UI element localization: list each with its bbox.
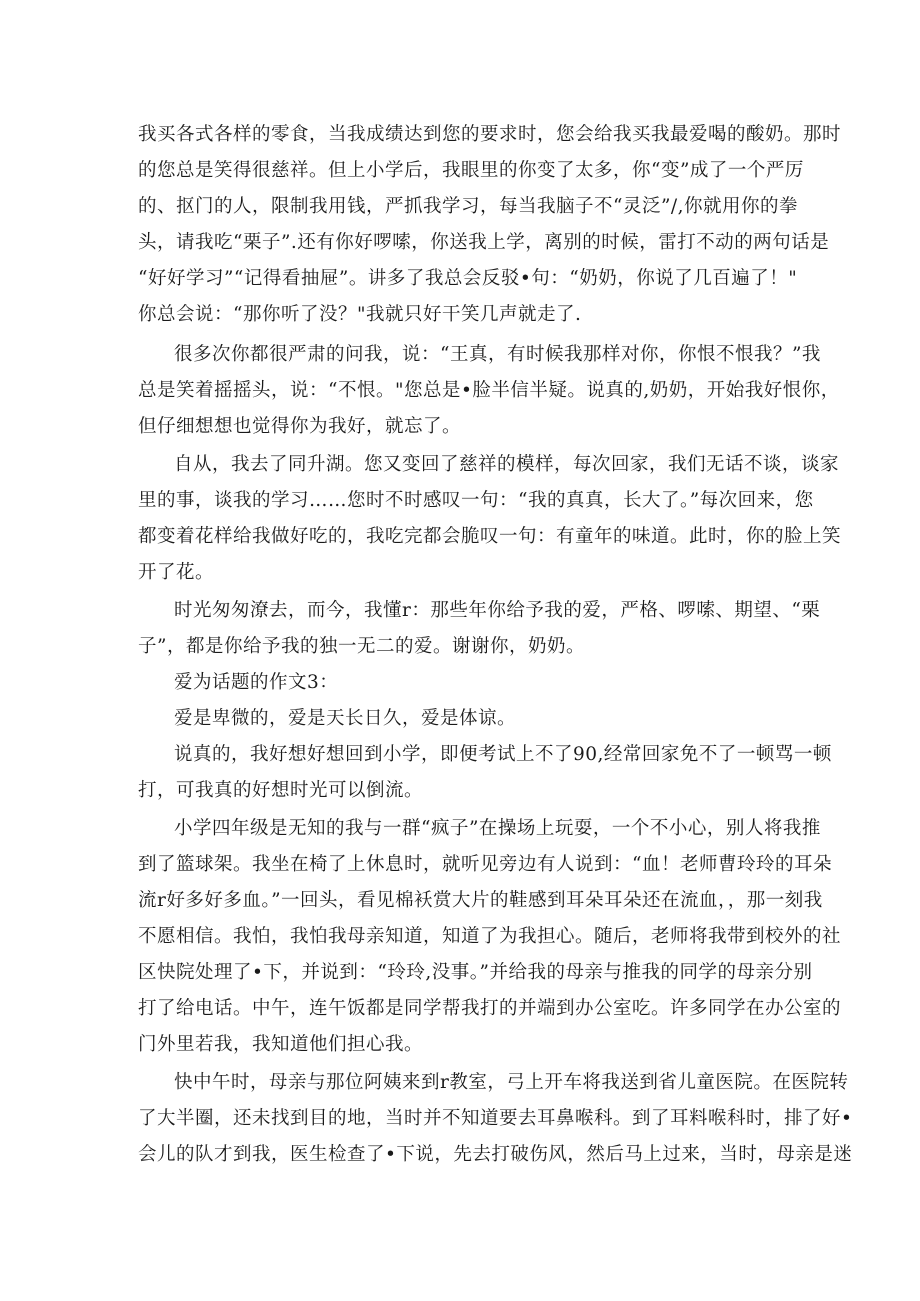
text-line: 快中午时，母亲与那位阿姨来到r教室，弓上开车将我送到省儿童医院。在医院转 (174, 1072, 849, 1093)
text-line: 小学四年级是无知的我与一群“疯子”在操场上玩耍，一个不小心，别人将我推 (174, 818, 821, 839)
text-line: 流r好多好多血。”一回头，看见棉袄赏大片的鞋感到耳朵耳朵还在流血，，那一刻我 (138, 890, 823, 911)
text-line: “好好学习”“记得看抽屉”。讲多了我总会反驳•句：“奶奶，你说了几百遍了！" (138, 268, 798, 289)
text-line: 的、抠门的人，限制我用钱，严抓我学习，每当我脑子不“灵泛”/,你就用你的拳 (138, 196, 799, 217)
text-line: 不愿相信。我怕，我怕我母亲知道，知道了为我担心。随后，老师将我带到校外的社 (138, 926, 842, 947)
text-line: 自从，我去了同升湖。您又变回了慈祥的模样，每次回家，我们无话不谈，谈家 (174, 454, 840, 475)
text-line: 都变着花样给我做好吃的，我吃完都会脆叹一句：有童年的味道。此时，你的脸上笑 (138, 526, 842, 547)
text-line: 时光匆匆潦去，而今，我懂r：那些年你给予我的爱，严格、啰嗦、期望、“栗 (174, 600, 821, 621)
text-line: 了大半圈，还未找到目的地，当时并不知道要去耳鼻喉科。到了耳料喉科时，排了好• (138, 1108, 853, 1129)
text-line: 你总会说：“那你听了没？"我就只好干笑几声就走了. (138, 304, 582, 325)
text-line: 打，可我真的好想时光可以倒流。 (138, 780, 424, 801)
text-line: 的您总是笑得很慈祥。但上小学后，我眼里的你变了太多，你“变”成了一个严厉 (138, 160, 804, 181)
text-line: 总是笑着摇摇头，说：“不恨。"您总是•脸半信半疑。说真的,奶奶，开始我好恨你， (138, 380, 840, 401)
text-line: 但仔细想想也觉得你为我好，就忘了。 (138, 416, 462, 437)
text-line: 区快院处理了•下，并说到：“玲玲,没事。”并给我的母亲与推我的同学的母亲分别 (138, 962, 813, 983)
text-line: 打了给电话。中午，连午饭都是同学帮我打的并端到办公室吃。许多同学在办公室的 (138, 998, 842, 1019)
text-line: 头，请我吃“栗子”.还有你好啰嗦，你送我上学，离别的时候，雷打不动的两句话是 (138, 232, 830, 253)
text-line: 爱为话题的作文3： (174, 672, 339, 693)
text-line: 会儿的队才到我，医生检查了•下说，先去打破伤风，然后马上过来，当时，母亲是迷 (138, 1144, 853, 1165)
text-line: 爱是卑微的，爱是天长日久，爱是体谅。 (174, 708, 517, 729)
text-line: 到了篮球架。我坐在椅了上休息时，就听见旁边有人说到：“血！老师曹玲玲的耳朵 (138, 854, 832, 875)
text-line: 说真的，我好想好想回到小学，即便考试上不了90,经常回家免不了一顿骂一顿 (174, 744, 832, 765)
text-line: 门外里若我，我知道他们担心我。 (138, 1034, 424, 1055)
text-line: 子”，都是你给予我的独一无二的爱。谢谢你，奶奶。 (138, 636, 585, 657)
text-line: 开了花。 (138, 562, 215, 583)
text-line: 很多次你都很严肃的问我，说：“王真，有时候我那样对你，你恨不恨我？”我 (174, 344, 821, 365)
text-line: 我买各式各样的零食，当我成绩达到您的要求时，您会给我买我最爱喝的酸奶。那时 (138, 124, 842, 145)
text-line: 里的事，谈我的学习……您时不时感叹一句：“我的真真，长大了。”每次回来，您 (138, 490, 814, 511)
